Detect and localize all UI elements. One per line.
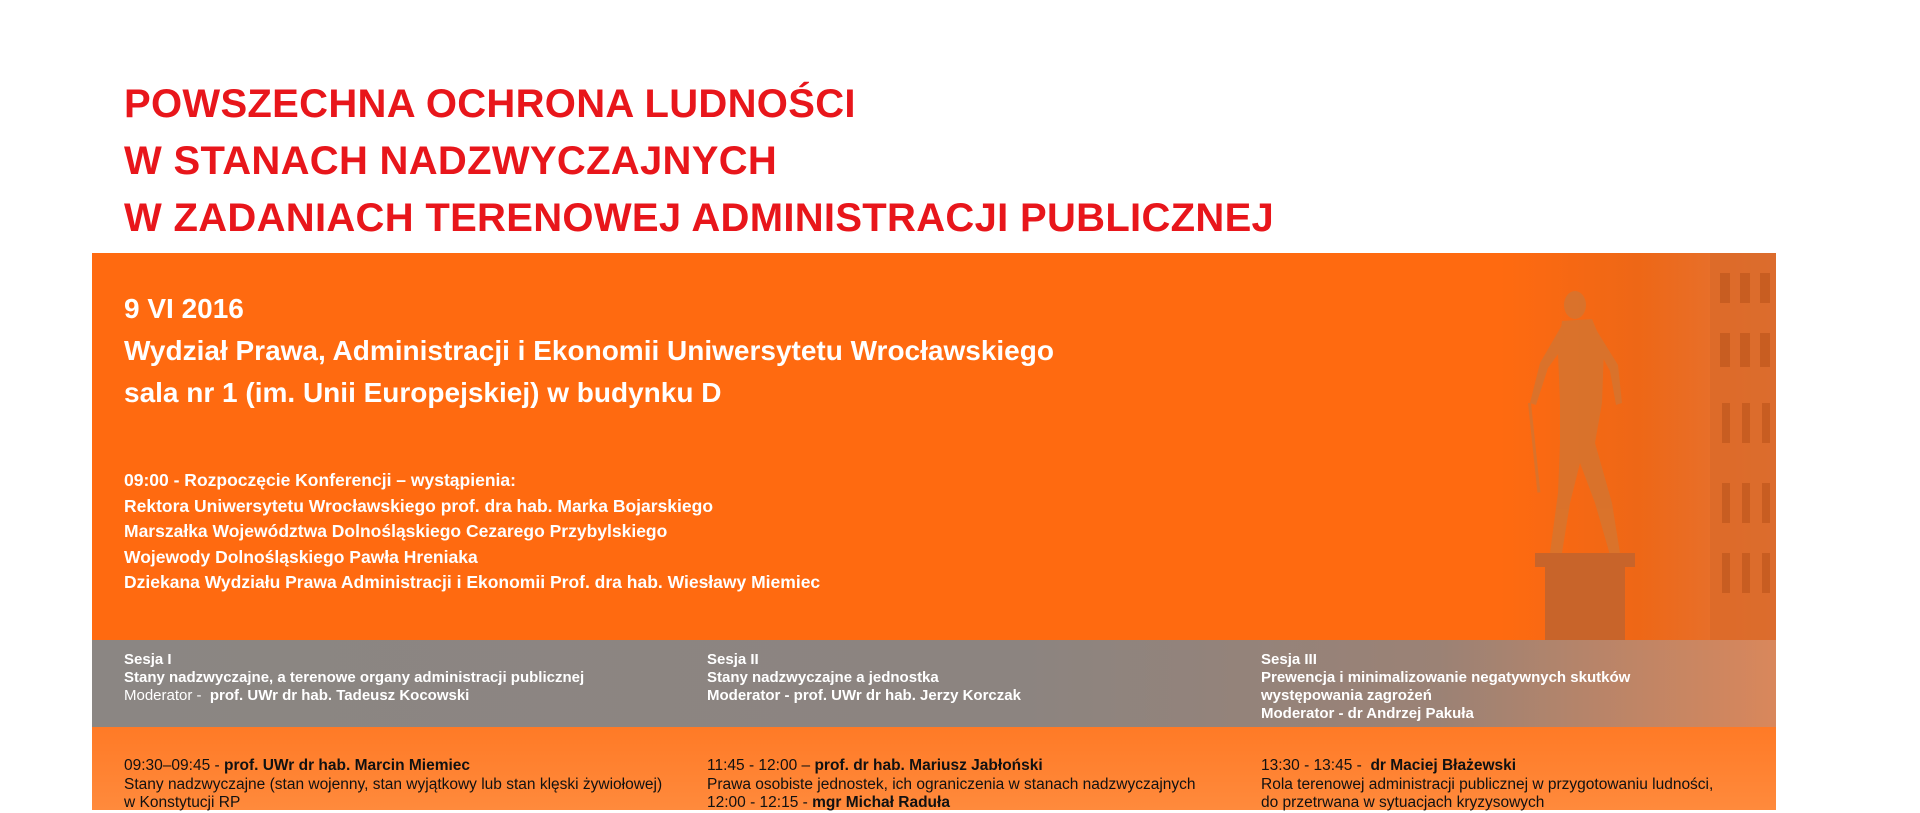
slot-time: 09:30–09:45 - [124, 757, 220, 774]
slot-time: 11:45 - 12:00 – [707, 757, 811, 774]
session-moderator: Moderator - dr Andrzej Pakuła [1261, 705, 1474, 722]
slot-topic: w Konstytucji RP [124, 794, 241, 811]
slot-topic: do przetrwana w sytuacjach kryzysowych [1261, 794, 1545, 811]
slot-speaker: mgr Michał Raduła [812, 794, 950, 811]
slot-topic: Rola terenowej administracji publicznej w przygotowaniu ludności, [1261, 775, 1714, 793]
slot-speaker: dr Maciej Błażewski [1370, 757, 1517, 774]
session-1 [124, 651, 584, 705]
fencer-statue-image [1500, 253, 1776, 640]
session-moderator: prof. UWr dr hab. Tadeusz Kocowski [209, 687, 470, 704]
session-name: Sesja II [707, 651, 759, 668]
session-moderator: Moderator - prof. UWr dr hab. Jerzy Korczak [707, 687, 1021, 704]
slot-topic: Stany nadzwyczajne (stan wojenny, stan wyjątkowy lub stan klęski żywiołowej) [124, 775, 663, 793]
slot-speaker: prof. UWr dr hab. Marcin Miemiec [223, 757, 471, 774]
session-2 [707, 651, 1021, 705]
session-topic: występowania zagrożeń [1261, 687, 1432, 704]
slot-time: 12:00 - 12:15 - [707, 794, 808, 811]
session-name: Sesja I [124, 651, 172, 668]
session-name: Sesja III [1261, 651, 1317, 668]
event-room: sala nr 1 (im. Unii Europejskiej) w budynku D [124, 377, 722, 408]
conference-title [124, 76, 1274, 247]
title-line: POWSZECHNA OCHRONA LUDNOŚCI [124, 82, 856, 126]
schedule-slot-2 [707, 757, 1196, 813]
event-details [124, 288, 1054, 414]
title-line: W ZADANIACH TERENOWEJ ADMINISTRACJI PUBLICZNEJ [124, 196, 1275, 240]
session-topic: Stany nadzwyczajne a jednostka [707, 669, 939, 686]
event-venue: Wydział Prawa, Administracji i Ekonomii Uniwersytetu Wrocławskiego [124, 335, 1054, 366]
slot-time: 13:30 - 13:45 - [1261, 757, 1362, 774]
moderator-label: Moderator - [124, 687, 202, 704]
opening-heading: 09:00 - Rozpoczęcie Konferencji – wystąpienia: [124, 470, 516, 490]
schedule-slot-1 [124, 757, 662, 813]
opening-speaker: Dziekana Wydziału Prawa Administracji i Ekonomii Prof. dra hab. Wiesławy Miemiec [124, 572, 821, 593]
opening-speaker: Wojewody Dolnośląskiego Pawła Hreniaka [124, 546, 478, 567]
opening-speaker: Marszałka Województwa Dolnośląskiego Cezarego Przybylskiego [124, 521, 668, 542]
title-line: W STANACH NADZWYCZAJNYCH [124, 139, 778, 183]
session-3 [1261, 651, 1630, 723]
session-topic: Prewencja i minimalizowanie negatywnych skutków [1261, 669, 1631, 686]
slot-speaker: prof. dr hab. Mariusz Jabłoński [814, 757, 1043, 774]
event-date: 9 VI 2016 [124, 293, 244, 324]
session-topic: Stany nadzwyczajne, a terenowe organy administracji publicznej [124, 669, 585, 686]
schedule-slot-3 [1261, 757, 1713, 813]
opening-speaker: Rektora Uniwersytetu Wrocławskiego prof. dra hab. Marka Bojarskiego [124, 495, 714, 516]
opening-program [124, 468, 820, 596]
slot-topic: Prawa osobiste jednostek, ich ograniczenia w stanach nadzwyczajnych [707, 775, 1196, 793]
